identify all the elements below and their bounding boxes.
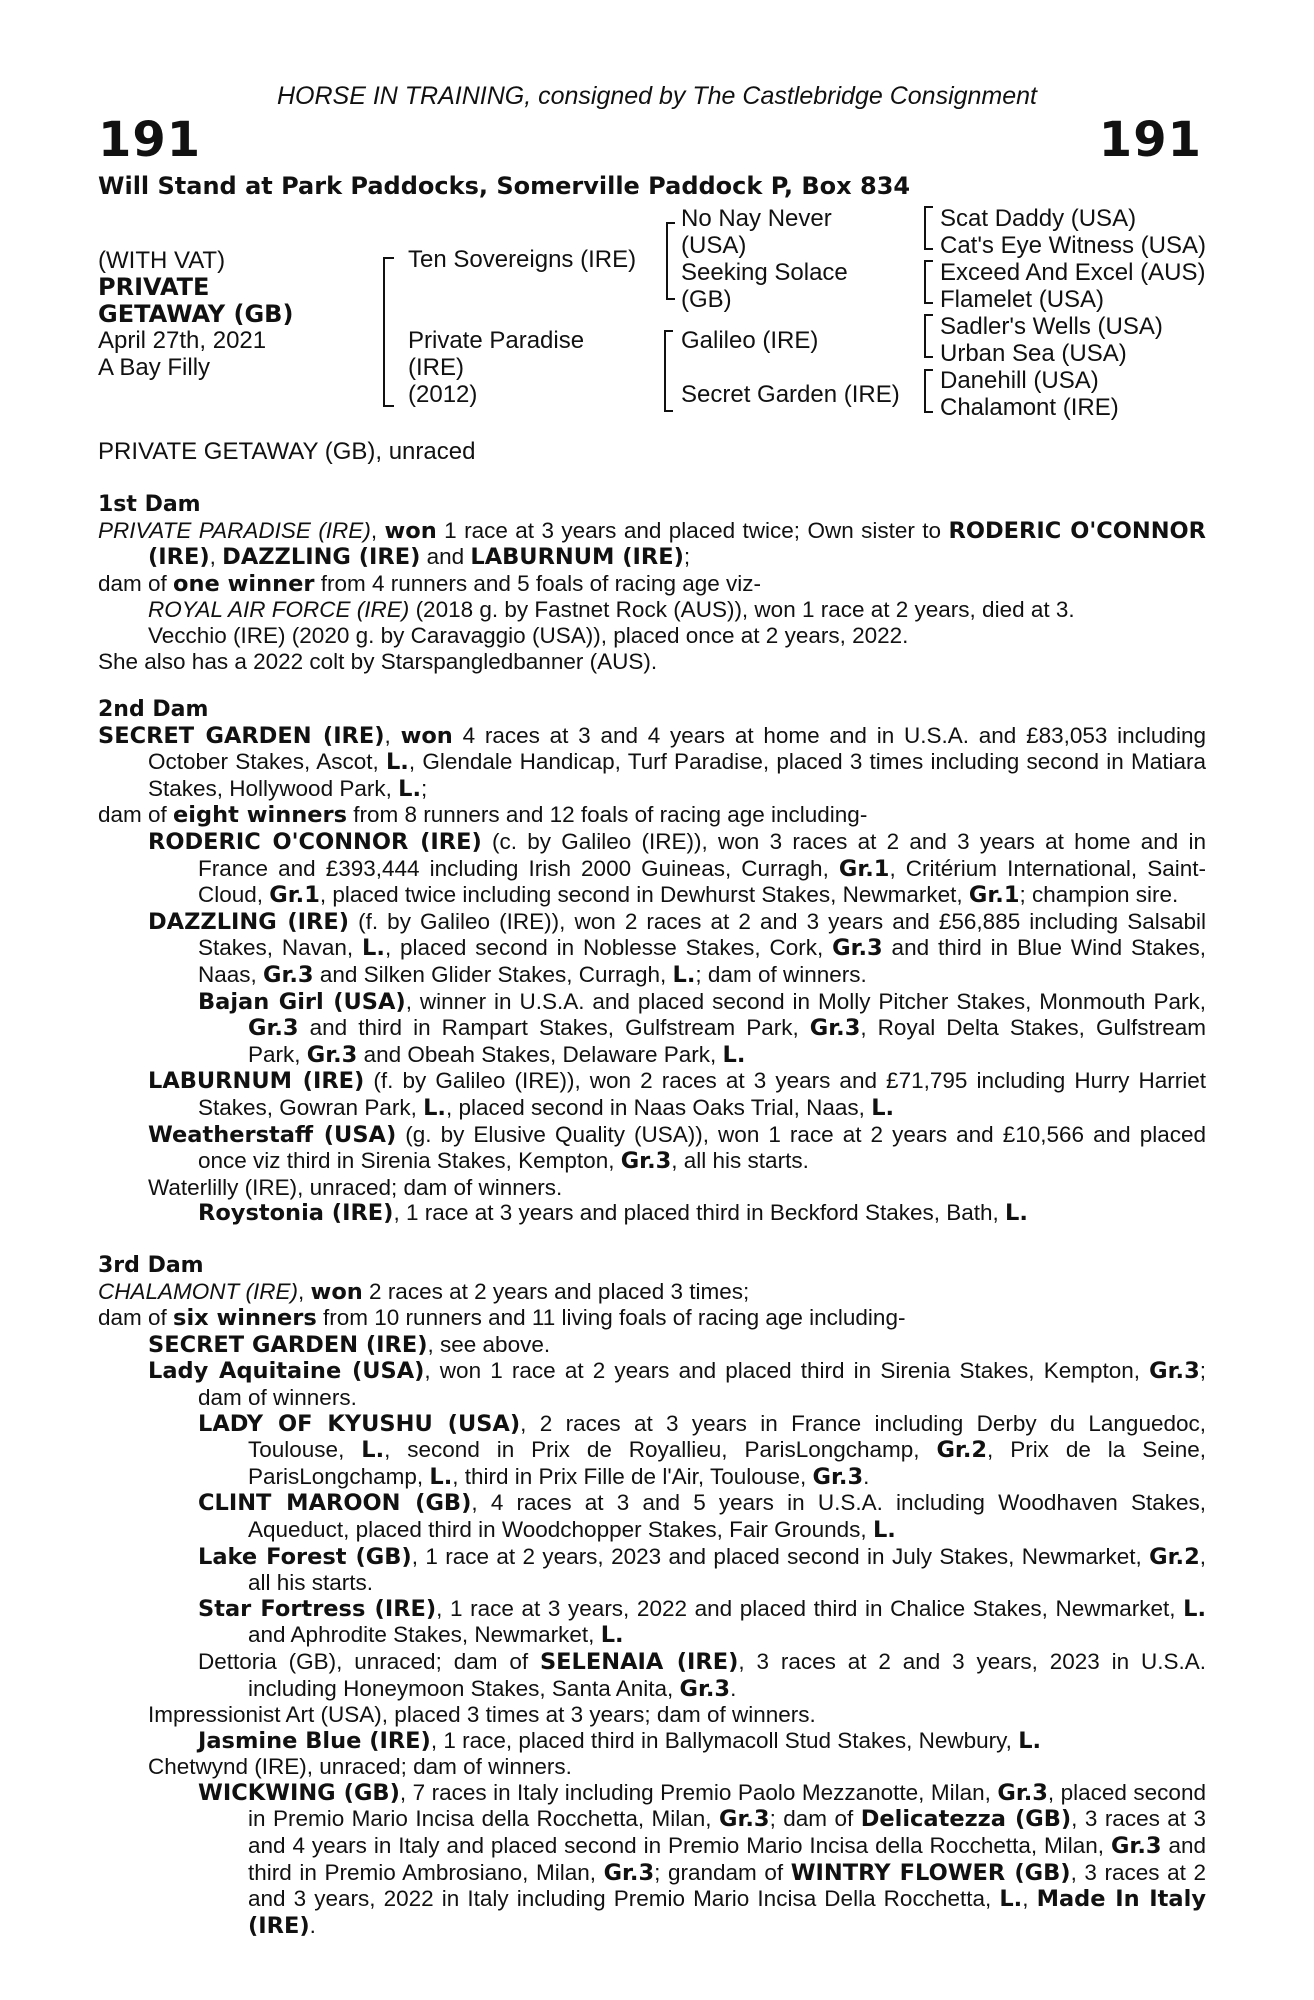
produce-entry: Roystonia (IRE), 1 race at 3 years and placed third in Beckford Stakes, Bath, L. xyxy=(198,1200,1028,1227)
produce-entry: DAZZLING (IRE) (f. by Galileo (IRE)), won 2 races at 2 and 3 years and £56,885 including Salsabil Stakes, Navan, L., placed second in Noblesse Stakes, Cork, Gr.3 and third in Blue Wind Stakes, Naas, Gr.3 and Silken Glider Stakes, Curragh, L.; dam of winners. xyxy=(148,908,1206,988)
section-heading: 2nd Dam xyxy=(98,697,209,722)
horse-name-line2: GETAWAY (GB) xyxy=(98,300,294,328)
produce-entry: Chetwynd (IRE), unraced; dam of winners. xyxy=(148,1754,572,1780)
sd-dam: Flamelet (USA) xyxy=(940,286,1105,313)
horse-name-line1: PRIVATE xyxy=(98,273,210,301)
produce-note: She also has a 2022 colt by Starspangledbanner (AUS). xyxy=(98,648,658,674)
pedigree-brace xyxy=(924,227,933,250)
produce-entry: Star Fortress (IRE), 1 race at 3 years, 2022 and placed third in Chalice Stakes, Newmarket, L. and Aphrodite Stakes, Newmarket, L. xyxy=(198,1595,1206,1649)
dam-line2: (IRE) xyxy=(408,354,464,381)
lot-number-left: 191 xyxy=(98,112,202,168)
horse-sex: A Bay Filly xyxy=(98,354,211,381)
sd-sire: Exceed And Excel (AUS) xyxy=(940,259,1206,286)
sire: Ten Sovereigns (IRE) xyxy=(408,246,637,273)
pedigree-brace xyxy=(924,281,933,304)
dd-sire: Danehill (USA) xyxy=(940,367,1099,394)
produce-entry: Lady Aquitaine (USA), won 1 race at 2 years and placed third in Sirenia Stakes, Kempton, Gr.3; dam of winners. xyxy=(148,1358,1206,1410)
pedigree-brace xyxy=(666,260,675,300)
sibling-name: LABURNUM (IRE) xyxy=(470,544,684,571)
pedigree-brace xyxy=(924,369,933,392)
third-dam-section xyxy=(98,1253,1206,1939)
ds-sire: Sadler's Wells (USA) xyxy=(940,313,1163,340)
ss-sire: Scat Daddy (USA) xyxy=(940,205,1137,232)
dam-record: SECRET GARDEN (IRE), won 4 races at 3 and 4 years at home and in U.S.A. and £83,053 including October Stakes, Ascot, L., Glendale Handicap, Turf Paradise, placed 3 times including second in Matiara Stakes, Hollywood Park, L.; xyxy=(98,722,1207,802)
section-heading: 1st Dam xyxy=(98,492,201,517)
produce-entry: WICKWING (GB), 7 races in Italy including Premio Paolo Mezzanotte, Milan, Gr.3, placed second in Premio Mario Incisa della Rocchetta, Milan, Gr.3; dam of Delicatezza (GB), 3 races at 3 and 4 years in Italy and placed second in Premio Mario Incisa della Rocchetta, Milan, Gr.3 and third in Premio Ambrosiano, Milan, Gr.3; grandam of WINTRY FLOWER (GB), 3 races at 2 and 3 years, 2022 in Italy including Premio Mario Incisa Della Rocchetta, L., Made In Italy (IRE). xyxy=(198,1779,1206,1939)
produce-entry: RODERIC O'CONNOR (IRE) (c. by Galileo (IRE)), won 3 races at 2 and 3 years at home and in France and £393,444 including Irish 2000 Guineas, Curragh, Gr.1, Critérium International, Saint-Cloud, Gr.1, placed twice including second in Dewhurst Stakes, Newmarket, Gr.1; champion sire. xyxy=(148,828,1207,909)
dam-line1: Private Paradise xyxy=(408,327,585,354)
dam-name: PRIVATE PARADISE (IRE) xyxy=(98,517,371,543)
dam-record: PRIVATE PARADISE (IRE), won 1 race at 3 years and placed twice; Own sister to RODERIC O'CONNOR (IRE), DAZZLING (IRE) and LABURNUM (IRE); xyxy=(98,517,1206,571)
produce-entry: Impressionist Art (USA), placed 3 times at 3 years; dam of winners. xyxy=(148,1702,816,1728)
produce-entry: ROYAL AIR FORCE (IRE) (2018 g. by Fastnet Rock (AUS)), won 1 race at 2 years, died at 3. xyxy=(148,597,1075,623)
pedigree-brace xyxy=(924,335,933,358)
dam-name: CHALAMONT (IRE) xyxy=(98,1278,299,1304)
produce-entry: CLINT MAROON (GB), 4 races at 3 and 5 years in U.S.A. including Woodhaven Stakes, Aqueduct, placed third in Woodchopper Stakes, Fair Grounds, L. xyxy=(198,1490,1206,1543)
stand-location: Will Stand at Park Paddocks, Somerville Paddock P, Box 834 xyxy=(98,172,911,200)
horse-race-record: PRIVATE GETAWAY (GB), unraced xyxy=(98,438,476,465)
produce-entry: Weatherstaff (USA) (g. by Elusive Quality (USA)), won 1 race at 2 years and £10,566 and placed once viz third in Sirenia Stakes, Kempton, Gr.3, all his starts. xyxy=(148,1121,1206,1175)
sire-dam-line2: (GB) xyxy=(681,286,732,313)
pedigree-brace xyxy=(664,330,673,372)
ss-dam: Cat's Eye Witness (USA) xyxy=(940,232,1206,259)
pedigree-brace xyxy=(924,260,933,283)
produce-entry: LABURNUM (IRE) (f. by Galileo (IRE)), won 2 races at 3 years and £71,795 including Hurry Harriet Stakes, Gowran Park, L., placed second in Naas Oaks Trial, Naas, L. xyxy=(148,1068,1206,1121)
pedigree-brace xyxy=(666,222,675,262)
dam-name: SECRET GARDEN (IRE) xyxy=(98,722,385,749)
second-dam-section xyxy=(98,697,1206,1227)
produce-entry: Jasmine Blue (IRE), 1 race, placed third in Ballymacoll Stud Stakes, Newbury, L. xyxy=(198,1727,1042,1754)
dam-dam: Secret Garden (IRE) xyxy=(681,381,900,408)
pedigree-brace xyxy=(924,314,933,337)
pedigree-brace xyxy=(664,370,673,412)
pedigree-brace xyxy=(924,390,933,413)
sire-sire-line2: (USA) xyxy=(681,232,747,259)
dam-line3: (2012) xyxy=(408,381,478,408)
produce-entry: Bajan Girl (USA), winner in U.S.A. and placed second in Molly Pitcher Stakes, Monmouth Park, Gr.3 and third in Rampart Stakes, Gulfstream Park, Gr.3, Royal Delta Stakes, Gulfstream Park, Gr.3 and Obeah Stakes, Delaware Park, L. xyxy=(198,988,1207,1068)
produce-summary: dam of eight winners from 8 runners and 12 foals of racing age including- xyxy=(98,802,868,829)
sibling-name: DAZZLING (IRE) xyxy=(222,544,421,571)
produce-entry: Waterlilly (IRE), unraced; dam of winners. xyxy=(148,1174,563,1200)
pedigree-brace xyxy=(383,257,394,347)
produce-entry: SECRET GARDEN (IRE), see above. xyxy=(148,1331,551,1358)
produce-entry: Dettoria (GB), unraced; dam of SELENAIA (IRE), 3 races at 2 and 3 years, 2023 in U.S.A. including Honeymoon Stakes, Santa Anita, Gr.3. xyxy=(198,1648,1207,1702)
produce-summary: dam of six winners from 10 runners and 11 living foals of racing age including- xyxy=(98,1305,906,1332)
catalogue-header: HORSE IN TRAINING, consigned by The Castlebridge Consignment xyxy=(276,82,1038,110)
sire-dam-line1: Seeking Solace xyxy=(681,259,848,286)
produce-entry: Vecchio (IRE) (2020 g. by Caravaggio (USA)), placed once at 2 years, 2022. xyxy=(148,622,909,648)
sire-sire-line1: No Nay Never xyxy=(681,205,832,232)
dd-dam: Chalamont (IRE) xyxy=(940,394,1119,421)
section-heading: 3rd Dam xyxy=(98,1253,204,1278)
vat-label: (WITH VAT) xyxy=(98,247,226,274)
dam-sire: Galileo (IRE) xyxy=(681,327,819,354)
dam-record: CHALAMONT (IRE), won 2 races at 2 years and placed 3 times; xyxy=(98,1278,750,1305)
ds-dam: Urban Sea (USA) xyxy=(940,340,1127,367)
pedigree-brace xyxy=(383,345,394,407)
pedigree-brace xyxy=(924,206,933,229)
lot-number-right: 191 xyxy=(1098,112,1202,168)
produce-summary: dam of one winner from 4 runners and 5 foals of racing age viz- xyxy=(98,570,761,597)
produce-entry: Lake Forest (GB), 1 race at 2 years, 2023 and placed second in July Stakes, Newmarket, Gr.2, all his starts. xyxy=(198,1543,1206,1596)
foaling-date: April 27th, 2021 xyxy=(98,327,267,354)
sibling-name: RODERIC O'CONNOR (IRE) xyxy=(148,517,1206,571)
first-dam-section xyxy=(98,492,1206,674)
produce-entry: LADY OF KYUSHU (USA), 2 races at 3 years in France including Derby du Languedoc, Toulouse, L., second in Prix de Royallieu, ParisLongchamp, Gr.2, Prix de la Seine, ParisLongchamp, L., third in Prix Fille de l'Air, Toulouse, Gr.3. xyxy=(198,1410,1206,1490)
